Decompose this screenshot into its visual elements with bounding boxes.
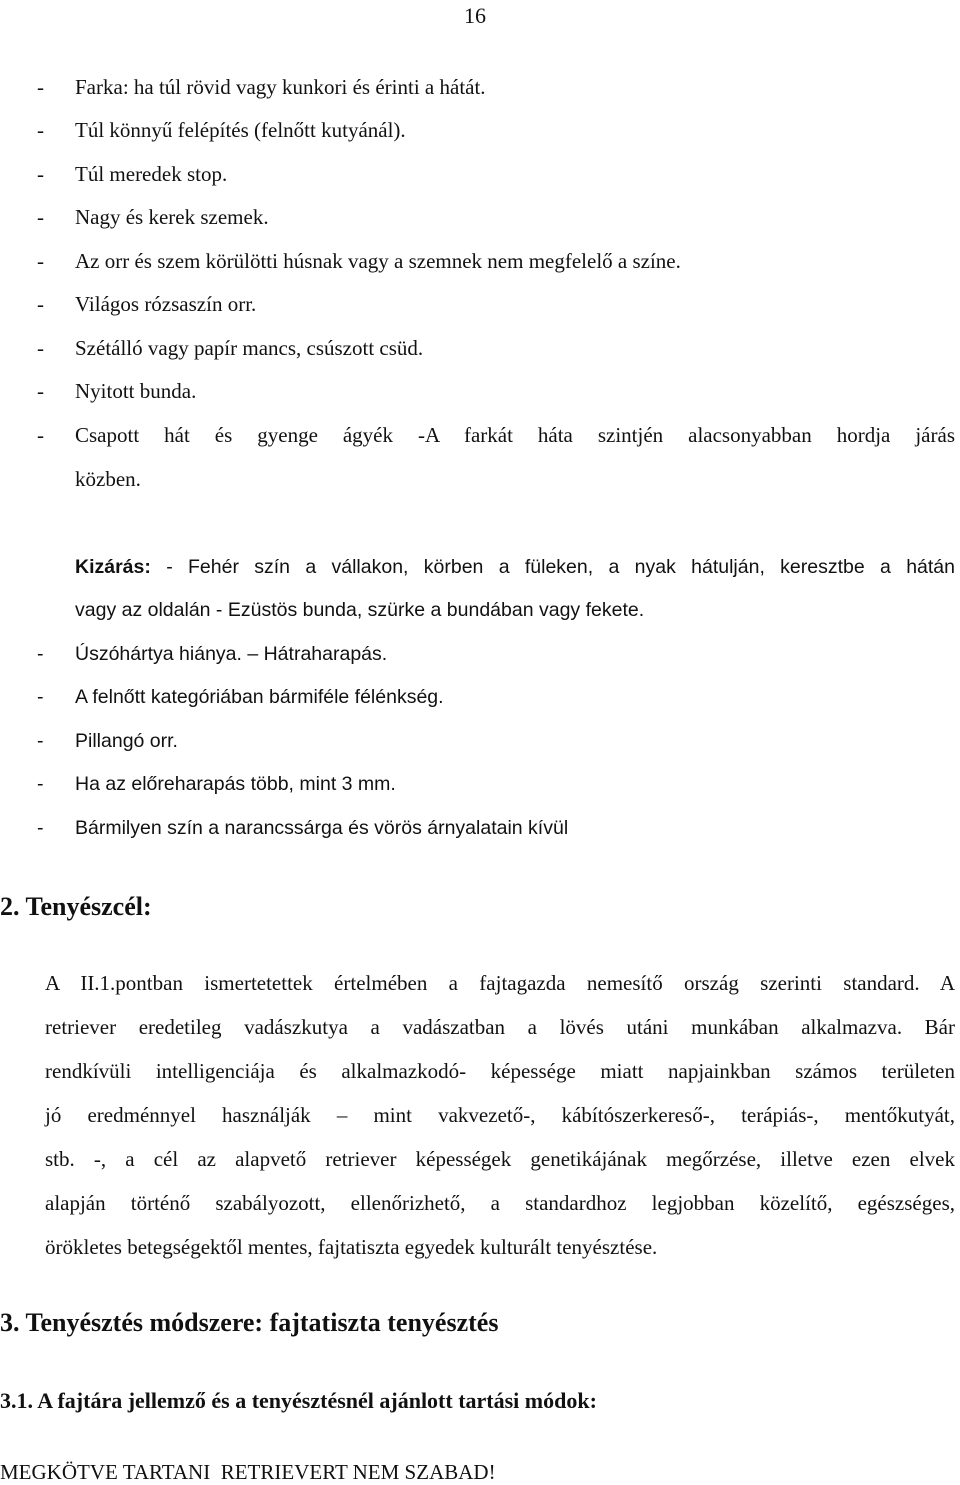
list-dash: - (37, 773, 44, 795)
list-dash: - (37, 75, 44, 99)
list-dash: - (37, 205, 44, 229)
list-dash: - (37, 817, 44, 839)
section-heading: 2. Tenyészcél: (0, 892, 152, 921)
list-item-text: Szétálló vagy papír mancs, csúszott csüd. (75, 336, 424, 360)
disqualification-label: Kizárás: (75, 556, 151, 578)
list-item-text: Világos rózsaszín orr. (75, 292, 257, 316)
list-item-text: közben. (75, 467, 141, 491)
list-item-text: Túl könnyű felépítés (felnőtt kutyánál). (75, 118, 406, 142)
subsection-heading: 3.1. A fajtára jellemző és a tenyésztésnél ajánlott tartási módok: (0, 1388, 597, 1413)
list-item-text: Úszóhártya hiánya. – Hátraharapás. (75, 643, 388, 665)
list-item-text: Az orr és szem körülötti húsnak vagy a szemnek nem megfelelő a színe. (75, 249, 681, 273)
list-item-text: A felnőtt kategóriában bármiféle félénkség. (75, 686, 444, 708)
list-dash: - (37, 118, 44, 142)
list-item-text: Túl meredek stop. (75, 162, 228, 186)
list-item-text: Pillangó orr. (75, 730, 178, 752)
list-item-text: Nyitott bunda. (75, 379, 197, 403)
paragraph-line-text: jó eredménnyel használják – mint vakvezető-, kábítószerkereső-, terápiás-, mentőkutyát, (45, 1103, 955, 1127)
paragraph-line-text: stb. -, a cél az alapvető retriever képességek genetikájának megőrzése, illetve ezen elvek (45, 1147, 955, 1171)
list-dash: - (37, 379, 44, 403)
list-dash: - (37, 336, 44, 360)
paragraph-line-text: retriever eredetileg vadászkutya a vadászatban a lövés utáni munkában alkalmazva. Bár (45, 1015, 955, 1039)
page-number: 16 (464, 3, 486, 28)
final-statement: MEGKÖTVE TARTANI RETRIEVERT NEM SZABAD! (0, 1460, 496, 1484)
paragraph-line-text: A II.1.pontban ismertetettek értelmében a fajtagazda nemesítő ország szerinti standard. A (45, 971, 955, 995)
paragraph-line-text: örökletes betegségektől mentes, fajtatiszta egyedek kulturált tenyésztése. (45, 1235, 658, 1259)
paragraph-line-text: rendkívüli intelligenciája és alkalmazkodó- képessége miatt napjainkban számos területen (45, 1059, 955, 1083)
section-heading: 3. Tenyésztés módszere: fajtatiszta tenyésztés (0, 1308, 499, 1337)
disqualification-line1: - Fehér szín a vállakon, körben a füleken, a nyak hátulján, keresztbe a hátán (150, 556, 955, 578)
list-dash: - (37, 686, 44, 708)
list-dash: - (37, 292, 44, 316)
list-item-text: Farka: ha túl rövid vagy kunkori és érinti a hátát. (75, 75, 486, 99)
list-item-text: Nagy és kerek szemek. (75, 205, 269, 229)
disqualification-text (75, 556, 955, 579)
list-item-text: Csapott hát és gyenge ágyék -A farkát háta szintjén alacsonyabban hordja járás (75, 423, 955, 447)
list-dash: - (37, 423, 44, 447)
list-dash: - (37, 162, 44, 186)
list-dash: - (37, 643, 44, 665)
list-item-text: Ha az előreharapás több, mint 3 mm. (75, 773, 396, 795)
list-dash: - (37, 730, 44, 752)
paragraph-line-text: alapján történő szabályozott, ellenőrizhető, a standardhoz legjobban közelítő, egészséges, (45, 1191, 955, 1215)
list-dash: - (37, 249, 44, 273)
disqualification-line2: vagy az oldalán - Ezüstös bunda, szürke a bundában vagy fekete. (75, 599, 645, 621)
list-item-text: Bármilyen szín a narancssárga és vörös árnyalatain kívül (75, 817, 569, 839)
